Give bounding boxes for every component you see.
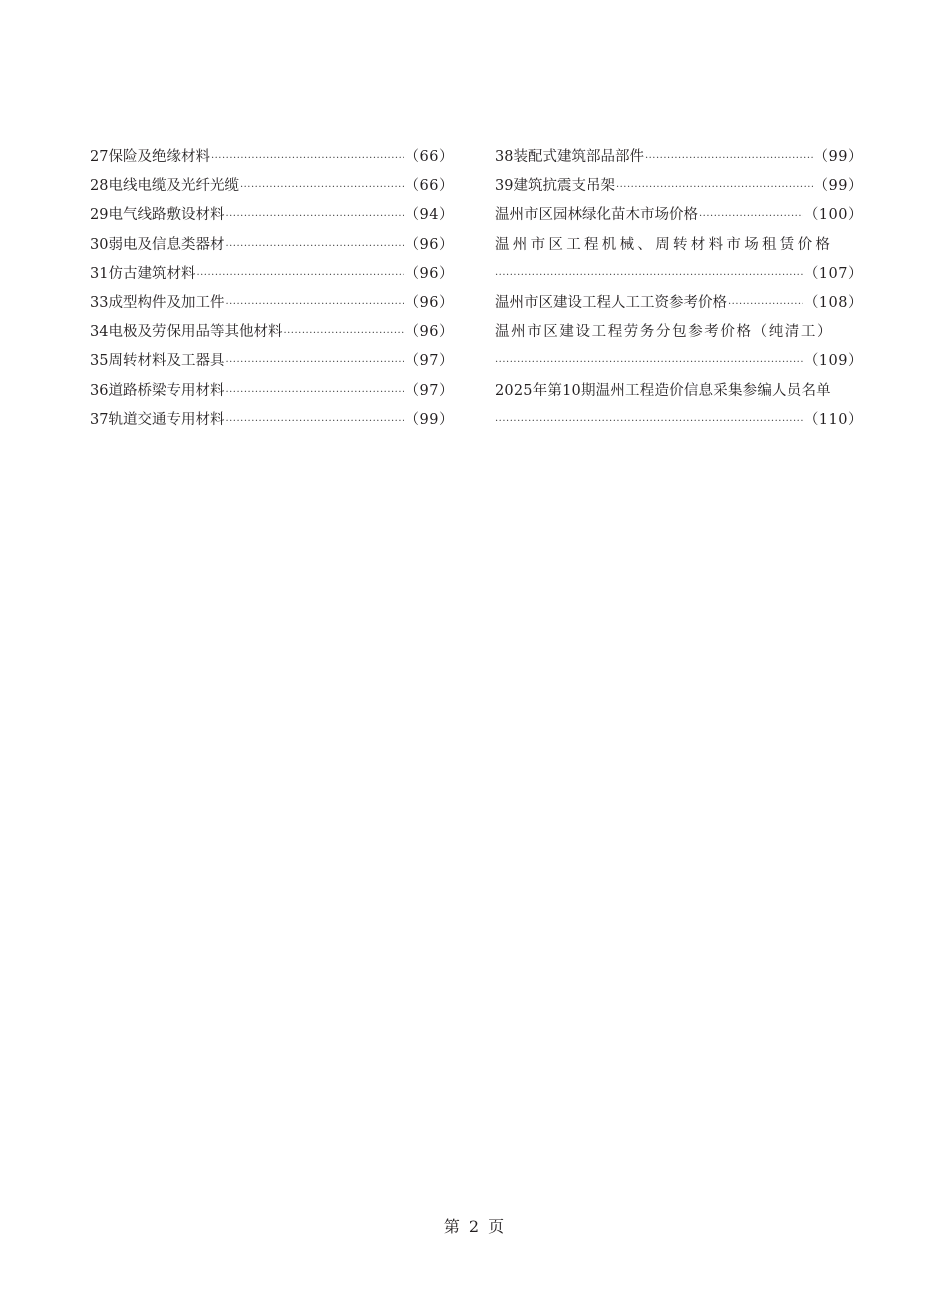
toc-entry-title: 38装配式建筑部品部件 [495,149,644,165]
toc-entry-page: （96） [404,294,454,311]
toc-entry-page: （94） [404,207,454,224]
toc-entry[interactable] [495,231,863,289]
toc-leader-dots [495,407,803,435]
toc-leader-dots [699,202,803,230]
toc-leader-dots [196,261,403,289]
toc-entry-title: 27保险及绝缘材料 [90,149,210,165]
toc-entry-title: 33成型构件及加工件 [90,294,225,311]
toc-entry-title: 29电气线路敷设材料 [90,207,225,224]
toc-entry-page: （99） [813,149,863,165]
toc-entry-page: （109） [803,353,863,370]
toc-leader-dots [645,144,813,172]
toc-leader-dots [495,348,803,376]
toc-entry-page-line [495,260,863,289]
toc-entry[interactable] [90,406,454,435]
toc-entry-page: （97） [404,353,454,370]
toc-entry-page-line [495,406,863,435]
toc-entry[interactable] [90,231,454,260]
toc-leader-dots [495,261,803,289]
toc-entry[interactable] [495,201,863,230]
toc-entry-title: 温州市区工程机械、周转材料市场租赁价格 [495,236,834,253]
toc-entry-page: （97） [404,382,454,399]
toc-right-column [495,143,863,435]
toc-entry-title: 2025年第10期温州工程造价信息采集参编人员名单 [495,382,831,399]
toc-left-column [90,143,454,435]
toc-entry-title: 温州市区建设工程劳务分包参考价格（纯清工） [495,324,834,341]
toc-entry-title: 28电线电缆及光纤光缆 [90,178,239,195]
toc-entry-page: （66） [404,178,454,195]
toc-entry-page: （96） [404,324,454,341]
toc-entry-title: 30弱电及信息类器材 [90,236,225,253]
toc-entry[interactable] [90,347,454,376]
toc-entry-title: 34电极及劳保用品等其他材料 [90,324,283,341]
toc-entry-page: （107） [803,265,863,282]
toc-leader-dots [225,348,403,376]
toc-entry[interactable] [90,289,454,318]
toc-entry[interactable] [90,377,454,406]
toc-entry-title: 温州市区园林绿化苗木市场价格 [495,207,698,224]
toc-leader-dots [616,173,813,201]
toc-leader-dots [225,290,403,318]
toc-entry[interactable] [495,318,863,376]
toc-entry[interactable] [90,201,454,230]
toc-leader-dots [728,290,803,318]
toc-entry[interactable] [90,260,454,289]
toc-entry-title: 36道路桥梁专用材料 [90,382,225,399]
toc-entry-title-line [495,318,863,347]
toc-leader-dots [225,232,403,260]
toc-entry-page: （96） [404,265,454,282]
toc-entry-page: （99） [813,178,863,195]
toc-entry-title: 35周转材料及工器具 [90,353,225,370]
toc-entry[interactable] [495,172,863,201]
toc-entry[interactable] [90,318,454,347]
toc-entry-title-line [495,231,863,260]
toc-entry-page-line [495,347,863,376]
page-number: 第 2 页 [443,1217,507,1236]
toc-entry-title: 39建筑抗震支吊架 [495,178,615,195]
toc-entry[interactable] [495,377,863,435]
toc-entry-page: （96） [404,236,454,253]
toc-entry-title: 温州市区建设工程人工工资参考价格 [495,294,727,311]
toc-entry-page: （99） [404,411,454,428]
toc-entry-page: （66） [404,149,454,165]
toc-leader-dots [225,202,403,230]
toc-entry[interactable] [495,289,863,318]
toc-leader-dots [225,378,403,406]
toc-leader-dots [240,173,404,201]
toc-leader-dots [283,319,403,347]
toc-entry-title: 37轨道交通专用材料 [90,411,225,428]
toc-entry[interactable] [495,143,863,172]
toc-entry-title-line [495,377,863,406]
toc-entry-title: 31仿古建筑材料 [90,265,196,282]
toc-entry[interactable] [90,172,454,201]
toc-entry-page: （108） [803,294,863,311]
toc-entry-page: （100） [803,207,863,224]
toc-leader-dots [211,144,404,172]
toc-entry-page: （110） [803,411,863,428]
toc-leader-dots [225,407,403,435]
toc-entry[interactable] [90,143,454,172]
